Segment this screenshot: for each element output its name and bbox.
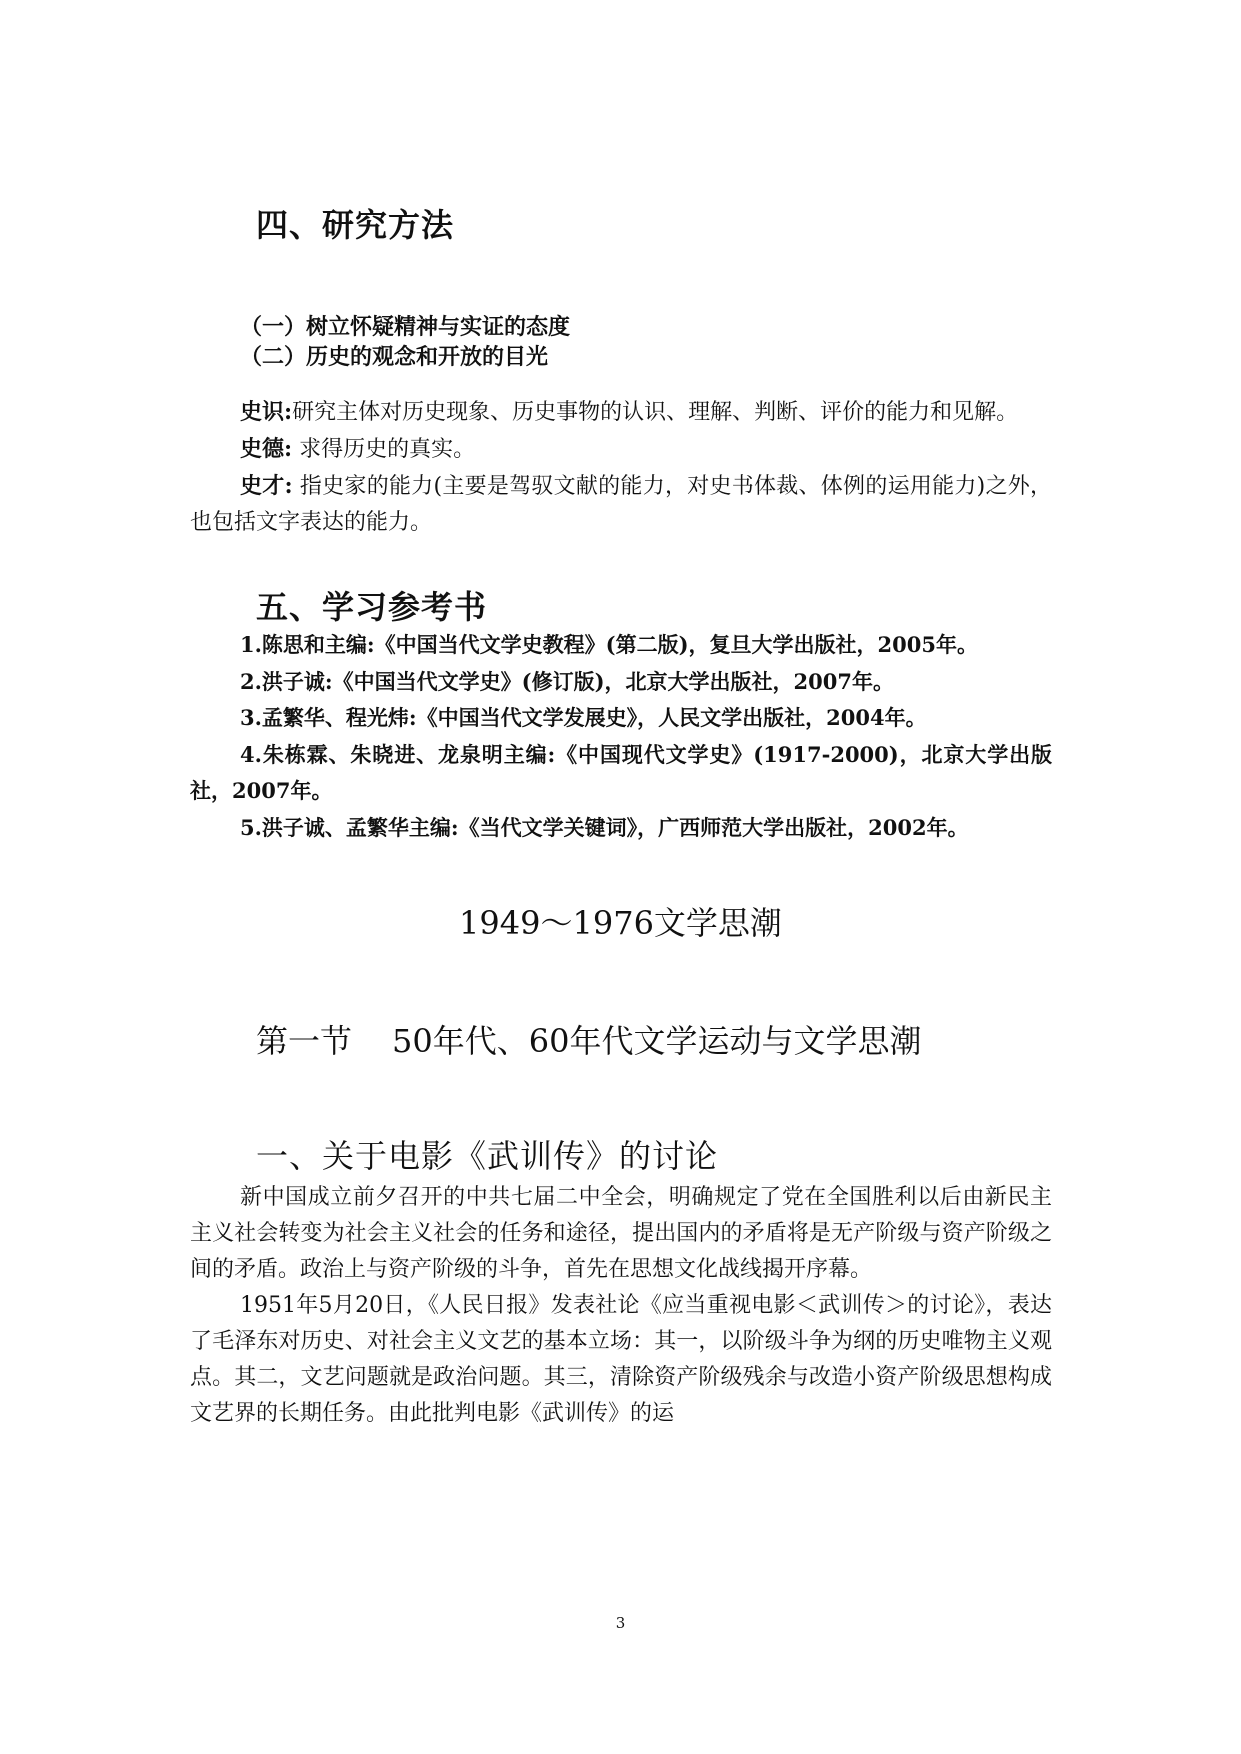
reference-list [190, 627, 1052, 846]
chapter-title: 1949～1976文学思潮 [459, 904, 782, 942]
definition-shishi-text: 研究主体对历史现象、历史事物的认识、理解、判断、评价的能力和见解。 [292, 400, 1019, 425]
definitions-block [190, 394, 1052, 541]
heading-references: 五、学习参考书 [256, 588, 488, 626]
section-title [256, 1016, 921, 1062]
definition-shicai [190, 468, 1052, 541]
section-label: 第一节 [256, 1022, 353, 1060]
reference-item: 2.洪子诚:《中国当代文学史》(修订版)，北京大学出版社，2007年。 [240, 668, 894, 694]
page-number: 3 [615, 1614, 626, 1632]
reference-item: 4.朱栋霖、朱晓进、龙泉明主编:《中国现代文学史》(1917-2000)，北京大学出版社，2007年。 [190, 741, 1052, 803]
section-title-text: 50年代、60年代文学运动与文学思潮 [392, 1022, 922, 1060]
body-paragraph: 新中国成立前夕召开的中共七届二中全会，明确规定了党在全国胜利以后由新民主主义社会转变为社会主义社会的任务和途径，提出国内的矛盾将是无产阶级与资产阶级之间的矛盾。政治上与资产阶级的斗争，首先在思想文化战线揭开序幕。 [190, 1185, 1052, 1282]
definition-shishi [190, 394, 1052, 431]
wuxun-body [190, 1180, 1052, 1432]
reference-item: 1.陈思和主编:《中国当代文学史教程》(第二版)，复旦大学出版社，2005年。 [240, 632, 978, 657]
body-paragraph: 1951年5月20日，《人民日报》发表社论《应当重视电影＜武训传＞的讨论》，表达了毛泽东对历史、对社会主义文艺的基本立场：其一，以阶级斗争为纲的历史唯物主义观点。其二，文艺问题就是政治问题。其三，清除资产阶级残余与改造小资产阶级思想构成文艺界的长期任务。由此批判电影《武训传》的运 [190, 1293, 1052, 1426]
term-shishi: 史识: [240, 399, 293, 425]
definition-shide-text: 求得历史的真实。 [292, 437, 476, 462]
reference-item: 5.洪子诚、孟繁华主编:《当代文学关键词》，广西师范大学出版社，2002年。 [240, 814, 969, 840]
definition-shide [190, 431, 1052, 468]
heading-wuxun-discussion: 一、关于电影《武训传》的讨论 [256, 1137, 719, 1175]
definition-shicai-text: 指史家的能力(主要是驾驭文献的能力，对史书体裁、体例的运用能力)之外，也包括文字表达的能力。 [190, 474, 1052, 535]
heading-research-methods: 四、研究方法 [256, 206, 455, 244]
term-shicai: 史才: [240, 473, 293, 499]
term-shide: 史德: [240, 436, 293, 462]
subheading-skepticism: （一）树立怀疑精神与实证的态度 [240, 314, 571, 340]
subheading-historical-view: （二）历史的观念和开放的目光 [240, 344, 549, 370]
reference-item: 3.孟繁华、程光炜:《中国当代文学发展史》，人民文学出版社，2004年。 [240, 705, 927, 730]
